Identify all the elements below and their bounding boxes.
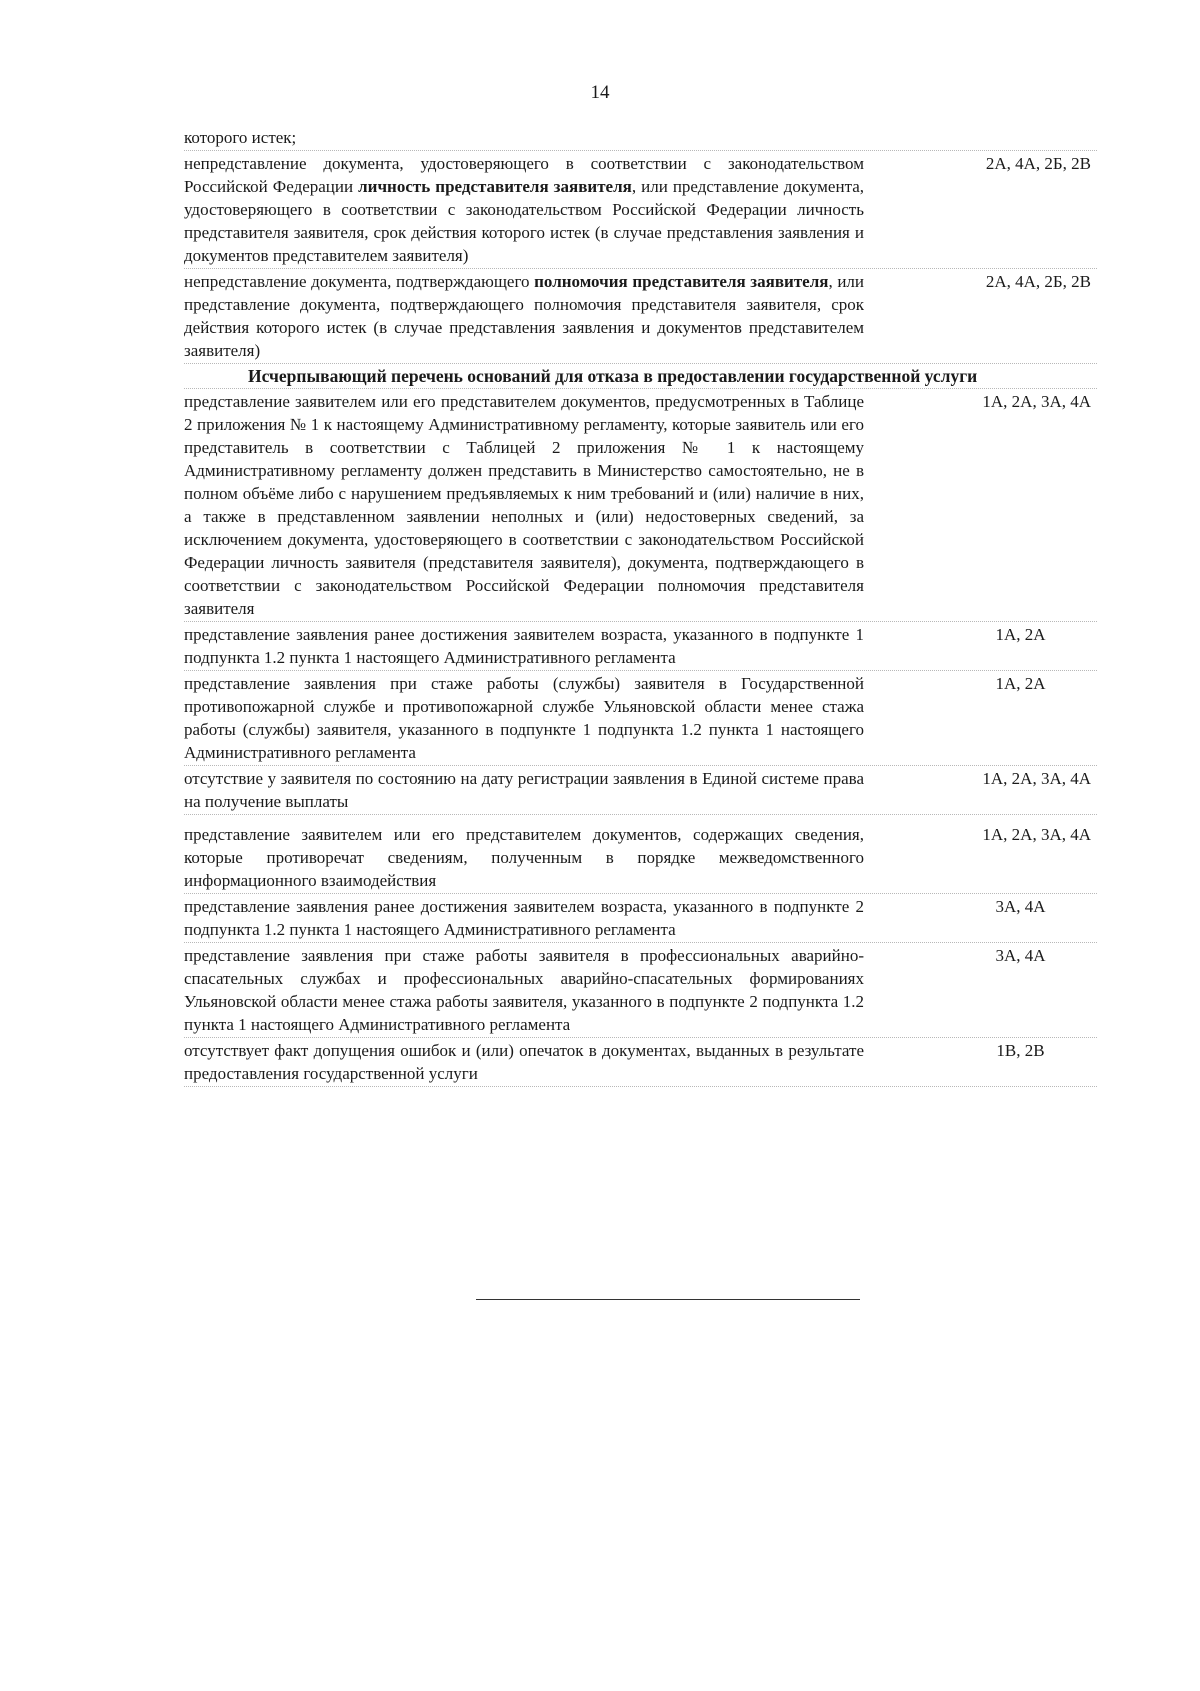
row-text: представление заявления ранее достижения заявителем возраста, указанного в подпункте 1 подпункта 1.2 пункта 1 настоящего Административного регламента	[184, 625, 864, 667]
row-text	[184, 152, 864, 267]
row-text	[184, 270, 864, 362]
table-row	[184, 126, 1097, 151]
row-codes: 1А, 2А, 3А, 4А	[982, 392, 1091, 411]
table-row	[184, 823, 1097, 894]
table-row	[184, 1039, 1097, 1087]
table-row	[184, 672, 1097, 766]
row-text: представление заявления ранее достижения заявителем возраста, указанного в подпункте 2 подпункта 1.2 пункта 1 настоящего Административного регламента	[184, 897, 864, 939]
row-codes: 1В, 2В	[996, 1041, 1045, 1060]
table-row	[184, 152, 1097, 269]
row-text: представление заявителем или его представителем документов, предусмотренных в Таблице 2 приложения № 1 к настоящему Административному регламенту, которые заявитель или его представитель в соответствии с Таблицей 2 приложения № 1 к настоящему Административному регламенту должен представить в Министерство самостоятельно, не в полном объёме либо с нарушением предъявляемых к ним требований и (или) наличие в них, а также в представленном заявлении неполных и (или) недостоверных сведений, за исключением документа, удостоверяющего в соответствии с законодательством Российской Федерации личность заявителя (представителя заявителя), документа, подтверждающего в соответствии с законодательством Российской Федерации полномочия представителя заявителя	[184, 392, 864, 618]
row-text: которого истек;	[184, 128, 297, 147]
row-codes: 2А, 4А, 2Б, 2В	[985, 154, 1091, 173]
table-row	[184, 944, 1097, 1038]
page-number: 14	[590, 82, 610, 103]
row-text-emphasis: личность представителя заявителя	[358, 177, 632, 196]
table-row	[184, 270, 1097, 364]
row-text: представление заявления при стаже работы (службы) заявителя в Государственной противопожарной службе и противопожарной службе Ульяновской области менее стажа работы (службы) заявителя, указанного в подпункте 1 подпункта 1.2 пункта 1 настоящего Административного регламента	[184, 674, 864, 762]
row-codes	[864, 126, 1097, 149]
table-row	[184, 767, 1097, 815]
row-codes: 3А, 4А	[995, 897, 1046, 916]
table-row	[184, 895, 1097, 943]
row-codes: 1А, 2А, 3А, 4А	[982, 769, 1091, 788]
row-codes: 1А, 2А, 3А, 4А	[982, 825, 1091, 844]
row-codes: 2А, 4А, 2Б, 2В	[985, 272, 1091, 291]
row-codes: 1А, 2А	[995, 674, 1046, 693]
grounds-table	[184, 126, 1097, 1088]
row-text-part: непредставление документа, удостоверяющего в соответствии с законодательством Российской Федерации	[184, 154, 864, 196]
row-text-part: непредставление документа, подтверждающего	[184, 272, 535, 291]
row-text: отсутствие у заявителя по состоянию на дату регистрации заявления в Единой системе права на получение выплаты	[184, 769, 864, 811]
row-text: отсутствует факт допущения ошибок и (или) опечаток в документах, выданных в результате предоставления государственной услуги	[184, 1041, 864, 1083]
row-text-part: , или представление документа, удостоверяющего в соответствии с законодательством Российской Федерации личность представителя заявителя, срок действия которого истек (в случае представления заявления и документов представителем заявителя)	[184, 177, 864, 265]
row-text-part: , или представление документа, подтверждающего полномочия представителя заявителя, срок действия которого истек (в случае представления заявления и документов представителем заявителя)	[184, 272, 864, 360]
end-of-document-line	[476, 1299, 860, 1300]
row-text-emphasis: полномочия представителя заявителя	[534, 272, 829, 291]
table-row	[184, 623, 1097, 671]
row-codes: 3А, 4А	[995, 946, 1046, 965]
section-heading: Исчерпывающий перечень оснований для отказа в предоставлении государственной услуги	[184, 365, 1097, 389]
row-text: представление заявления при стаже работы заявителя в профессиональных аварийно-спасательных службах и профессиональных аварийно-спасательных формированиях Ульяновской области менее стажа работы заявителя, указанного в подпункте 2 подпункта 1.2 пункта 1 настоящего Административного регламента	[184, 946, 864, 1034]
row-codes: 1А, 2А	[995, 625, 1046, 644]
table-row	[184, 390, 1097, 622]
row-text: представление заявителем или его представителем документов, содержащих сведения, которые противоречат сведениям, полученным в порядке межведомственного информационного взаимодействия	[184, 825, 864, 890]
